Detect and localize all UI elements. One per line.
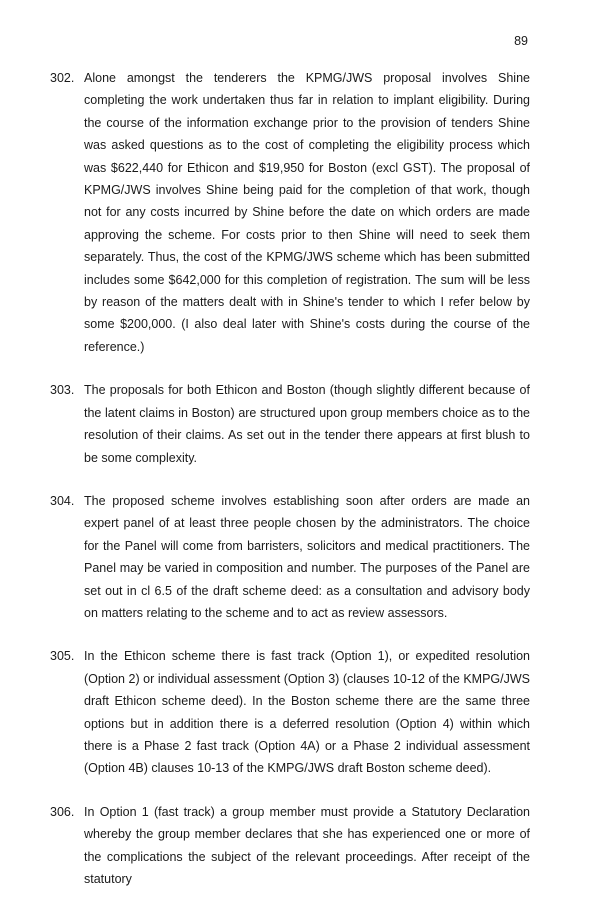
paragraph-303 bbox=[50, 379, 530, 469]
paragraph-number: 304. bbox=[50, 493, 75, 508]
paragraph-302 bbox=[50, 67, 530, 358]
paragraph-number: 306. bbox=[50, 804, 75, 819]
paragraph-304 bbox=[50, 490, 530, 624]
paragraph-text: The proposed scheme involves establishing soon after orders are made an expert panel of at least three people chosen by the administrators. The choice for the Panel will come from barristers, solicitors and medical practitioners. The Panel may be varied in composition and number. The purposes of the Panel are set out in cl 6.5 of the draft scheme deed: as a consultation and advisory body on matters relating to the scheme and to act as review assessors. bbox=[84, 493, 530, 620]
paragraph-text: The proposals for both Ethicon and Boston (though slightly different because of the latent claims in Boston) are structured upon group members choice as to the resolution of their claims. As set out in the tender there appears at first blush to be some complexity. bbox=[84, 383, 530, 465]
paragraph-number: 303. bbox=[50, 383, 75, 398]
page-number: 89 bbox=[514, 34, 528, 48]
paragraph-306 bbox=[50, 801, 530, 891]
document-body bbox=[50, 67, 530, 911]
paragraph-number: 302. bbox=[50, 71, 75, 85]
paragraph-text: In Option 1 (fast track) a group member must provide a Statutory Declaration whereby the group member declares that she has experienced one or more of the complications the subject of the relevant proceedings. After receipt of the statutory bbox=[84, 804, 530, 886]
paragraph-text: In the Ethicon scheme there is fast track (Option 1), or expedited resolution (Option 2) or individual assessment (Option 3) (clauses 10-12 of the KMPG/JWS draft Ethicon scheme deed). In the Boston scheme there are the same three options but in addition there is a deferred resolution (Option 4) within which there is a Phase 2 fast track (Option 4A) or a Phase 2 individual assessment (Option 4B) clauses 10-13 of the KMPG/JWS draft Boston scheme deed). bbox=[84, 649, 530, 776]
paragraph-305 bbox=[50, 645, 530, 779]
paragraph-text: Alone amongst the tenderers the KPMG/JWS proposal involves Shine completing the work undertaken thus far in relation to implant eligibility. During the course of the information exchange prior to the provision of tenders Shine was asked questions as to the cost of completing the eligibility process which was $622,440 for Ethicon and $19,950 for Boston (excl GST). The proposal of KPMG/JWS involves Shine being paid for the completion of that work, though not for any costs incurred by Shine before the date on which orders are made approving the scheme. For costs prior to then Shine will need to seek them separately. Thus, the cost of the KPMG/JWS scheme which has been submitted includes some $642,000 for this completion of registration. The sum will be less by reason of the matters dealt with in Shine's tender to which I refer below by some $200,000. (I also deal later with Shine's costs during the course of the reference.) bbox=[84, 71, 530, 354]
paragraph-number: 305. bbox=[50, 649, 75, 664]
